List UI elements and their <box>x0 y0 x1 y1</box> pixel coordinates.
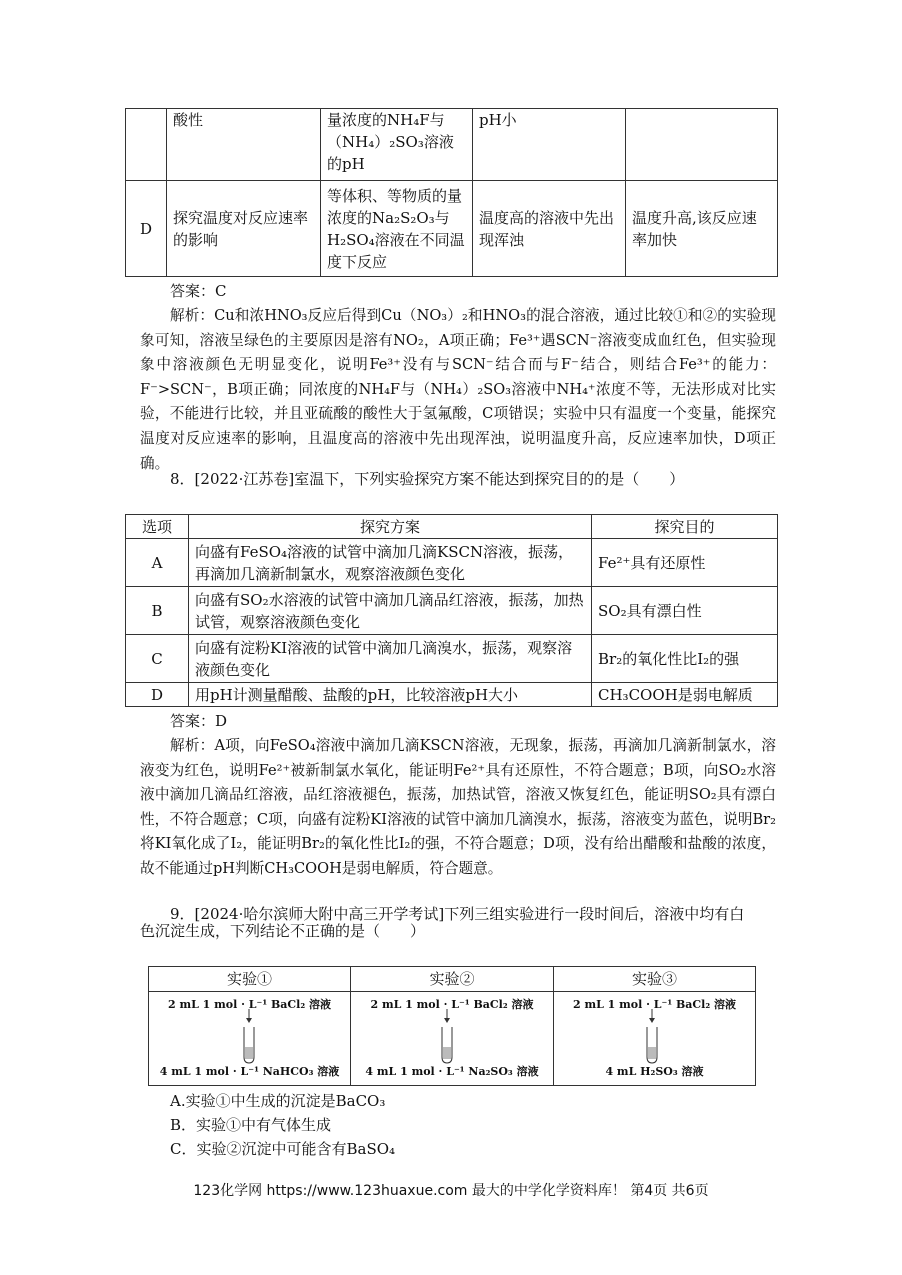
test-tube-icon <box>149 1007 350 1067</box>
solution-label: 4 mL 1 mol · L⁻¹ Na₂SO₃ 溶液 <box>365 1065 539 1078</box>
option-a: A.实验①中生成的沉淀是BaCO₃ <box>170 1092 386 1110</box>
table-cell: A <box>126 539 189 587</box>
experiment-title: 实验① <box>149 967 350 992</box>
solution-label: 4 mL H₂SO₃ 溶液 <box>605 1065 704 1078</box>
table-row <box>126 635 778 683</box>
answer-7: 答案：C <box>170 282 227 300</box>
table-cell: 用pH计测量醋酸、盐酸的pH，比较溶液pH大小 <box>189 683 592 707</box>
table-cell: C <box>126 635 189 683</box>
analysis-8: 解析：A项，向FeSO₄溶液中滴加几滴KSCN溶液，无现象，振荡，再滴加几滴新制氯水，溶液变为红色，说明Fe²⁺被新制氯水氧化，能证明Fe²⁺具有还原性，不符合题意；B项，向SO₂水溶液中滴加几滴品红溶液，品红溶液褪色，振荡，加热试管，溶液又恢复红色，能证明SO₂具有漂白性，不符合题意；C项，向盛有淀粉KI溶液的试管中滴加几滴溴水，振荡，溶液变为蓝色，说明Br₂将KI氧化成了I₂，能证明Br₂的氧化性比I₂的强，不符合题意；D项，没有给出醋酸和盐酸的浓度，故不能通过pH判断CH₃COOH是弱电解质，符合题意。 <box>140 737 776 877</box>
table-header: 探究方案 <box>189 515 592 539</box>
experiment-panel <box>149 967 351 1085</box>
experiment-figure <box>148 966 756 1086</box>
table-cell: 向盛有FeSO₄溶液的试管中滴加几滴KSCN溶液，振荡，再滴加几滴新制氯水，观察溶液颜色变化 <box>189 539 592 587</box>
question-9-line1: 9．[2024·哈尔滨师大附中高三开学考试]下列三组实验进行一段时间后，溶液中均有白 <box>170 905 745 923</box>
question-8: 8．[2022·江苏卷]室温下，下列实验探究方案不能达到探究目的的是（ ） <box>170 470 685 488</box>
table-header: 探究目的 <box>592 515 778 539</box>
table-row <box>126 683 778 707</box>
table-row <box>126 181 778 277</box>
reagent-label: 2 mL 1 mol · L⁻¹ BaCl₂ 溶液 <box>370 998 534 1011</box>
table-header-row <box>126 515 778 539</box>
table-cell: 温度高的溶液中先出现浑浊 <box>473 181 626 277</box>
option-c: C．实验②沉淀中可能含有BaSO₄ <box>170 1140 396 1158</box>
table-row <box>126 539 778 587</box>
table-row <box>126 587 778 635</box>
question-9-line2: 色沉淀生成，下列结论不正确的是（ ） <box>140 922 426 940</box>
test-tube-icon <box>351 1007 553 1067</box>
table-cell: Fe²⁺具有还原性 <box>592 539 778 587</box>
option-b: B．实验①中有气体生成 <box>170 1116 332 1134</box>
analysis-7: 解析：Cu和浓HNO₃反应后得到Cu（NO₃）₂和HNO₃的混合溶液，通过比较①和②的实验现象可知，溶液呈绿色的主要原因是溶有NO₂，A项正确；Fe³⁺遇SCN⁻溶液变成血红色，但实验现象中溶液颜色无明显变化，说明Fe³⁺没有与SCN⁻结合而与F⁻结合，则结合Fe³⁺的能力：F⁻>SCN⁻，B项正确；同浓度的NH₄F与（NH₄）₂SO₃溶液中NH₄⁺浓度不等，无法形成对比实验，不能进行比较，并且亚硫酸的酸性大于氢氟酸，C项错误；实验中只有温度一个变量，能探究温度对反应速率的影响，且温度高的溶液中先出现浑浊，说明温度升高，反应速率加快，D项正确。 <box>140 307 776 472</box>
reagent-label: 2 mL 1 mol · L⁻¹ BaCl₂ 溶液 <box>167 998 331 1011</box>
experiment-title: 实验② <box>351 967 553 992</box>
table-cell: Br₂的氧化性比I₂的强 <box>592 635 778 683</box>
table-cell: 向盛有SO₂水溶液的试管中滴加几滴品红溶液，振荡，加热试管，观察溶液颜色变化 <box>189 587 592 635</box>
table-cell: SO₂具有漂白性 <box>592 587 778 635</box>
table-cell: 向盛有淀粉KI溶液的试管中滴加几滴溴水，振荡，观察溶液颜色变化 <box>189 635 592 683</box>
table-cell: 量浓度的NH₄F与（NH₄）₂SO₃溶液的pH <box>321 109 473 181</box>
question-8-table <box>125 514 778 707</box>
table-row <box>126 109 778 181</box>
table-header: 选项 <box>126 515 189 539</box>
table-cell: CH₃COOH是弱电解质 <box>592 683 778 707</box>
solution-label: 4 mL 1 mol · L⁻¹ NaHCO₃ 溶液 <box>159 1065 340 1078</box>
experiment-panel <box>554 967 755 1085</box>
table-cell: D <box>126 683 189 707</box>
table-cell: pH小 <box>473 109 626 181</box>
table-cell <box>626 109 778 181</box>
experiment-title: 实验③ <box>554 967 755 992</box>
table-cell: 等体积、等物质的量浓度的Na₂S₂O₃与H₂SO₄溶液在不同温度下反应 <box>321 181 473 277</box>
table-cell: D <box>126 181 167 277</box>
answer-8: 答案：D <box>170 712 228 730</box>
table-cell: B <box>126 587 189 635</box>
table-continued <box>125 108 778 277</box>
table-cell: 探究温度对反应速率的影响 <box>167 181 321 277</box>
table-cell <box>126 109 167 181</box>
reagent-label: 2 mL 1 mol · L⁻¹ BaCl₂ 溶液 <box>572 998 736 1011</box>
test-tube-icon <box>554 1007 755 1067</box>
table-cell: 酸性 <box>167 109 321 181</box>
table-cell: 温度升高,该反应速率加快 <box>626 181 778 277</box>
page-footer: 123化学网 https://www.123huaxue.com 最大的中学化学资料库！ 第4页 共6页 <box>193 1183 709 1199</box>
experiment-panel <box>351 967 554 1085</box>
